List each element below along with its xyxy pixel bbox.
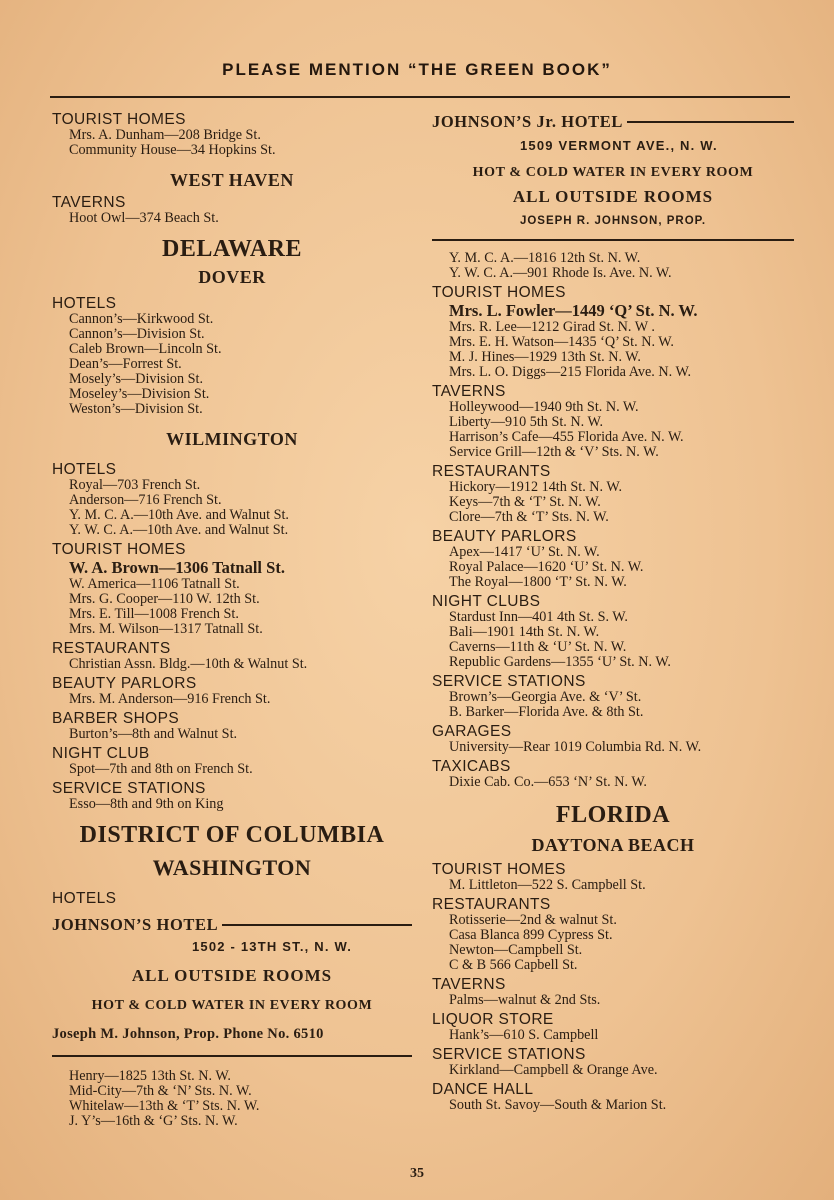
category-heading: TOURIST HOMES [52, 541, 186, 558]
listing-entry: Mrs. M. Wilson—1317 Tatnall St. [69, 621, 263, 637]
listing-entry: Caverns—11th & ‘U’ St. N. W. [449, 639, 627, 655]
listing-entry: Republic Gardens—1355 ‘U’ St. N. W. [449, 654, 671, 670]
hotel-ad-name: JOHNSON’S Jr. HOTEL [432, 112, 623, 131]
listing-entry: B. Barker—Florida Ave. & 8th St. [449, 704, 644, 720]
listing-entry: Henry—1825 13th St. N. W. [69, 1068, 231, 1084]
listing-entry: Royal—703 French St. [69, 477, 201, 493]
category-heading: SERVICE STATIONS [432, 673, 586, 690]
running-head: PLEASE MENTION “THE GREEN BOOK” [222, 60, 612, 79]
city-heading: WEST HAVEN [170, 170, 294, 190]
right-column [432, 112, 794, 1113]
hotel-ad-line: HOT & COLD WATER IN EVERY ROOM [472, 165, 754, 180]
hotel-ad-line: ALL OUTSIDE ROOMS [512, 187, 714, 206]
listing-entry: Holleywood—1940 9th St. N. W. [449, 399, 639, 415]
listing-entry: Y. W. C. A.—10th Ave. and Walnut St. [69, 522, 289, 538]
city-heading: DOVER [198, 267, 266, 287]
listing-entry: The Royal—1800 ‘T’ St. N. W. [449, 574, 627, 590]
listing-entry: Mrs. E. Till—1008 French St. [69, 606, 239, 622]
listing-entry: Bali—1901 14th St. N. W. [449, 624, 600, 640]
left-column [52, 112, 412, 1129]
listing-entry: W. America—1106 Tatnall St. [69, 576, 240, 592]
listing-entry: Hoot Owl—374 Beach St. [69, 210, 219, 226]
category-heading: HOTELS [52, 890, 117, 907]
hotel-ad-address: 1502 - 13TH ST., N. W. [192, 939, 353, 954]
hotel-ad-line: ALL OUTSIDE ROOMS [131, 966, 333, 985]
category-heading: RESTAURANTS [52, 640, 171, 657]
hotel-ad-line: HOT & COLD WATER IN EVERY ROOM [91, 998, 373, 1013]
listing-entry: University—Rear 1019 Columbia Rd. N. W. [449, 739, 702, 755]
hotel-ad-proprietor: Joseph M. Johnson, Prop. Phone No. 6510 [52, 1026, 324, 1042]
category-heading: SERVICE STATIONS [52, 780, 206, 797]
listing-entry: M. Littleton—522 S. Campbell St. [449, 877, 646, 893]
listing-entry: Burton’s—8th and Walnut St. [69, 726, 238, 742]
listing-entry: Community House—34 Hopkins St. [69, 142, 276, 158]
listing-entry: Spot—7th and 8th on French St. [69, 761, 253, 777]
category-heading: TOURIST HOMES [432, 861, 566, 878]
ad-rule [222, 924, 412, 926]
state-heading: DELAWARE [161, 236, 303, 262]
listing-entry: J. Y’s—16th & ‘G’ Sts. N. W. [69, 1113, 238, 1129]
category-heading: BARBER SHOPS [52, 710, 180, 727]
category-heading: HOTELS [52, 461, 117, 478]
listing-entry: Whitelaw—13th & ‘T’ Sts. N. W. [69, 1098, 260, 1114]
category-heading: TOURIST HOMES [432, 284, 566, 301]
category-heading: TOURIST HOMES [52, 111, 186, 128]
listing-entry: M. J. Hines—1929 13th St. N. W. [449, 349, 641, 365]
listing-entry: Stardust Inn—401 4th St. S. W. [449, 609, 628, 625]
city-heading: WASHINGTON [152, 855, 312, 880]
listing-entry: Clore—7th & ‘T’ Sts. N. W. [449, 509, 609, 525]
hotel-ad-title [52, 915, 412, 935]
listing-entry: Mrs. L. O. Diggs—215 Florida Ave. N. W. [449, 364, 692, 380]
category-heading: DANCE HALL [432, 1081, 534, 1098]
listing-entry: South St. Savoy—South & Marion St. [449, 1097, 667, 1113]
listing-entry: Palms—walnut & 2nd Sts. [449, 992, 601, 1008]
listing-entry: C & B 566 Capbell St. [449, 957, 578, 973]
category-heading: RESTAURANTS [432, 896, 551, 913]
listing-entry: Dean’s—Forrest St. [69, 356, 182, 372]
category-heading: RESTAURANTS [432, 463, 551, 480]
category-heading: NIGHT CLUB [52, 745, 150, 762]
listing-entry: Mosely’s—Division St. [69, 371, 204, 387]
state-heading: DISTRICT OF COLUMBIA [79, 822, 385, 848]
hotel-ad-proprietor: JOSEPH R. JOHNSON, PROP. [519, 215, 707, 227]
category-heading: GARAGES [432, 723, 512, 740]
listing-entry: Hickory—1912 14th St. N. W. [449, 479, 623, 495]
hotel-ad-name: JOHNSON’S HOTEL [52, 915, 219, 934]
category-heading: BEAUTY PARLORS [432, 528, 577, 545]
category-heading: BEAUTY PARLORS [52, 675, 197, 692]
header-rule [50, 96, 790, 98]
listing-entry: Liberty—910 5th St. N. W. [449, 414, 604, 430]
category-heading: NIGHT CLUBS [432, 593, 541, 610]
listing-entry: Mrs. G. Cooper—110 W. 12th St. [69, 591, 260, 607]
category-heading: TAVERNS [432, 383, 506, 400]
listing-entry: Caleb Brown—Lincoln St. [69, 341, 222, 357]
listing-entry: Hank’s—610 S. Campbell [449, 1027, 599, 1043]
hotel-ad-title [432, 112, 794, 132]
listing-entry: Christian Assn. Bldg.—10th & Walnut St. [69, 656, 308, 672]
listing-entry: Mrs. M. Anderson—916 French St. [69, 691, 271, 707]
listing-entry: Service Grill—12th & ‘V’ Sts. N. W. [449, 444, 659, 460]
listing-entry: Cannon’s—Kirkwood St. [69, 311, 214, 327]
listing-entry: Mid-City—7th & ‘N’ Sts. N. W. [69, 1083, 252, 1099]
page-number: 35 [410, 1166, 424, 1181]
category-heading: TAVERNS [52, 194, 126, 211]
listing-entry: Dixie Cab. Co.—653 ‘N’ St. N. W. [449, 774, 647, 790]
listing-entry: Casa Blanca 899 Cypress St. [449, 927, 613, 943]
listing-entry: Brown’s—Georgia Ave. & ‘V’ St. [449, 689, 642, 705]
category-heading: HOTELS [52, 295, 117, 312]
listing-entry: Apex—1417 ‘U’ St. N. W. [449, 544, 600, 560]
hotel-ad-address: 1509 VERMONT AVE., N. W. [520, 138, 718, 153]
listing-entry: Mrs. E. H. Watson—1435 ‘Q’ St. N. W. [449, 334, 674, 350]
featured-listing: W. A. Brown—1306 Tatnall St. [69, 558, 285, 577]
listing-entry: Y. W. C. A.—901 Rhode Is. Ave. N. W. [449, 265, 672, 281]
city-heading: DAYTONA BEACH [531, 835, 695, 855]
listing-entry: Anderson—716 French St. [69, 492, 222, 508]
listing-entry: Kirkland—Campbell & Orange Ave. [449, 1062, 658, 1078]
listing-entry: Esso—8th and 9th on King [69, 796, 224, 812]
listing-entry: Keys—7th & ‘T’ St. N. W. [449, 494, 601, 510]
city-heading: WILMINGTON [166, 429, 298, 449]
listing-entry: Y. M. C. A.—10th Ave. and Walnut St. [69, 507, 289, 523]
category-heading: LIQUOR STORE [432, 1011, 554, 1028]
listing-entry: Newton—Campbell St. [449, 942, 583, 958]
listing-entry: Moseley’s—Division St. [69, 386, 210, 402]
listing-entry: Rotisserie—2nd & walnut St. [449, 912, 617, 928]
featured-listing: Mrs. L. Fowler—1449 ‘Q’ St. N. W. [449, 301, 698, 320]
state-heading: FLORIDA [555, 802, 671, 828]
listing-entry: Cannon’s—Division St. [69, 326, 205, 342]
listing-entry: Harrison’s Cafe—455 Florida Ave. N. W. [449, 429, 684, 445]
listing-entry: Weston’s—Division St. [69, 401, 203, 417]
category-heading: TAVERNS [432, 976, 506, 993]
category-heading: TAXICABS [432, 758, 511, 775]
listing-entry: Mrs. R. Lee—1212 Girad St. N. W . [449, 319, 655, 335]
category-heading: SERVICE STATIONS [432, 1046, 586, 1063]
listing-entry: Mrs. A. Dunham—208 Bridge St. [69, 127, 261, 143]
ad-rule [627, 121, 794, 123]
listing-entry: Royal Palace—1620 ‘U’ St. N. W. [449, 559, 644, 575]
listing-entry: Y. M. C. A.—1816 12th St. N. W. [449, 250, 641, 266]
